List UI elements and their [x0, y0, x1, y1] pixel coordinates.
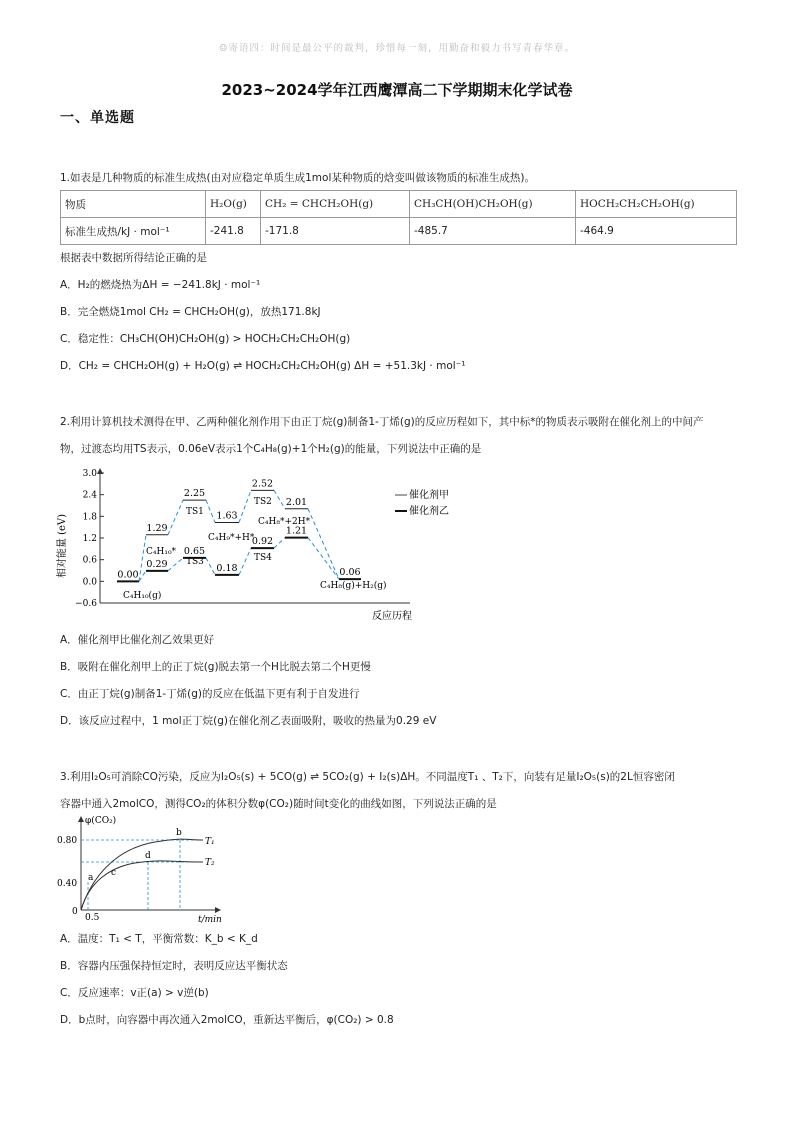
q1-prompt: 根据表中数据所得结论正确的是 — [60, 252, 207, 264]
energy-value-label: 0.65 — [183, 545, 206, 557]
energy-value-label: 0.29 — [146, 558, 168, 570]
q1-option-b: B．完全燃烧1mol CH₂ = CHCH₂OH(g)，放热171.8kJ — [60, 306, 321, 318]
state-label-c4h8g-h2: C₄H₈(g)+H₂(g) — [320, 581, 387, 591]
table-row — [61, 218, 737, 245]
co2-fraction-chart — [55, 812, 235, 926]
table-cell: 标准生成热/kJ · mol⁻¹ — [61, 218, 206, 245]
series-connector — [206, 500, 215, 522]
q2-option-d: D．该反应过程中，1 mol正丁烷(g)在催化剂乙表面吸附，吸收的热量为0.29 eV — [60, 715, 437, 727]
state-label-ts4: TS4 — [254, 553, 272, 563]
q2-option-a: A．催化剂甲比催化剂乙效果更好 — [60, 634, 215, 646]
x-axis-label: 反应历程 — [372, 611, 412, 622]
energy-value-label: 1.29 — [146, 522, 168, 534]
q1-stem: 1.如表是几种物质的标准生成热(由对应稳定单质生成1mol某种物质的焓变叫做该物质的标准生成热)。 — [60, 172, 535, 184]
q3-stem-line2: 容器中通入2molCO，测得CO₂的体积分数φ(CO₂)随时间t变化的曲线如图，下列说法正确的是 — [60, 798, 497, 810]
table-cell: HOCH₂CH₂CH₂OH(g) — [576, 191, 737, 218]
energy-value-label: 0.18 — [216, 562, 238, 574]
q1-option-d: D．CH₂ = CHCH₂OH(g) + H₂O(g) ⇌ HOCH₂CH₂CH₂OH(g) ΔH = +51.3kJ · mol⁻¹ — [60, 360, 466, 372]
q3-option-a: A．温度：T₁ < T，平衡常数：K_b < K_d — [60, 933, 258, 945]
state-label-c4h8-2h: C₄H₈*+2H* — [258, 517, 311, 527]
q3-option-c: C．反应速率：v正(a) > v逆(b) — [60, 987, 209, 999]
y-tick-label: 3.0 — [82, 469, 97, 479]
point-label-a: a — [88, 873, 94, 883]
point-label-d: d — [145, 851, 151, 861]
y-tick-label: 2.4 — [82, 490, 97, 501]
series-connector — [139, 535, 146, 582]
state-label-ts1: TS1 — [186, 507, 204, 517]
state-label-ts2: TS2 — [254, 497, 272, 507]
header-motto: ☺寄语四：时间是最公平的裁判，珍惜每一刻，用勤奋和毅力书写青春华章。 — [218, 43, 576, 54]
point-label-c: c — [111, 868, 117, 878]
series-connector — [239, 548, 251, 575]
series-connector — [168, 500, 183, 535]
page-title: 2023~2024学年江西鹰潭高二下学期期末化学试卷 — [221, 81, 573, 99]
state-label-c4h9-h: C₄H₉*+H* — [208, 533, 255, 543]
table-cell: -241.8 — [206, 218, 261, 245]
energy-value-label: 2.01 — [285, 496, 308, 508]
curve-t1 — [81, 839, 203, 910]
q3-stem-line1: 3.利用I₂O₅可消除CO污染，反应为I₂O₅(s) + 5CO(g) ⇌ 5CO₂(g) + I₂(s)ΔH。不同温度T₁ 、T₂下，向装有足量I₂O₅(s)的2L恒容密闭 — [60, 771, 675, 783]
state-label-ts3: TS3 — [186, 557, 204, 567]
table-cell: -485.7 — [410, 218, 576, 245]
table-cell: CH₃CH(OH)CH₂OH(g) — [410, 191, 576, 218]
q1-table — [60, 190, 737, 245]
series-connector — [239, 490, 251, 522]
point-label-b: b — [176, 828, 182, 838]
q1-option-c: C．稳定性：CH₃CH(OH)CH₂OH(g) > HOCH₂CH₂CH₂OH(g) — [60, 333, 351, 345]
y-tick-label: 1.8 — [82, 512, 97, 523]
state-label-c4h10-ads: C₄H₁₀* — [146, 547, 177, 557]
series-label-t1: T₁ — [205, 837, 215, 847]
x-axis-arrow — [215, 907, 221, 913]
y-tick-label: 1.2 — [82, 534, 97, 544]
y-tick-label: 0.80 — [57, 836, 78, 846]
y-tick-label: 0 — [72, 907, 78, 917]
q3-option-d: D．b点时，向容器中再次通入2molCO，重新达平衡后，φ(CO₂) > 0.8 — [60, 1014, 394, 1026]
x-axis-label: t/min — [198, 915, 222, 925]
x-tick-label: 0.5 — [85, 913, 100, 923]
energy-profile-chart — [55, 462, 485, 624]
table-cell: CH₂ = CHCH₂OH(g) — [261, 191, 410, 218]
q1-option-a: A．H₂的燃烧热为ΔH = −241.8kJ · mol⁻¹ — [60, 279, 261, 291]
legend-label-catalyst-b: 催化剂乙 — [409, 506, 449, 517]
energy-value-label: 0.00 — [117, 569, 139, 581]
energy-value-label: 2.25 — [183, 488, 206, 500]
series-connector — [206, 558, 215, 575]
y-tick-label: 0.6 — [82, 555, 97, 566]
q2-option-c: C．由正丁烷(g)制备1-丁烯(g)的反应在低温下更有利于自发进行 — [60, 688, 360, 700]
y-tick-label: 0.0 — [82, 577, 97, 588]
energy-value-label: 1.21 — [285, 525, 308, 537]
series-connector — [274, 538, 285, 548]
series-connector — [168, 558, 183, 571]
energy-value-label: 2.52 — [251, 478, 274, 490]
section-title: 一、单选题 — [60, 110, 135, 126]
table-cell: -464.9 — [576, 218, 737, 245]
q3-option-b: B．容器内压强保持恒定时，表明反应达平衡状态 — [60, 960, 288, 972]
table-cell: 物质 — [61, 191, 206, 218]
q2-stem-line1: 2.利用计算机技术测得在甲、乙两种催化剂作用下由正丁烷(g)制备1-丁烯(g)的反应历程如下，其中标*的物质表示吸附在催化剂上的中间产 — [60, 416, 704, 428]
y-axis-arrow — [78, 816, 84, 822]
energy-value-label: 1.63 — [216, 510, 238, 522]
y-axis-label: φ(CO₂) — [85, 816, 117, 826]
q2-stem-line2: 物，过渡态均用TS表示，0.06eV表示1个C₄H₈(g)+1个H₂(g)的能量，下列说法中正确的是 — [60, 443, 482, 455]
energy-value-label: 0.92 — [251, 536, 274, 548]
state-label-c4h10g: C₄H₁₀(g) — [123, 591, 162, 601]
y-tick-label: 0.40 — [57, 879, 78, 889]
table-header-row — [61, 191, 737, 218]
q2-option-b: B．吸附在催化剂甲上的正丁烷(g)脱去第一个H比脱去第二个H更慢 — [60, 661, 371, 673]
y-axis-label: 相对能量 (eV) — [57, 513, 68, 579]
legend-label-catalyst-a: 催化剂甲 — [409, 490, 449, 501]
curve-t2 — [81, 861, 203, 910]
y-tick-label: −0.6 — [75, 599, 97, 609]
table-cell: -171.8 — [261, 218, 410, 245]
table-cell: H₂O(g) — [206, 191, 261, 218]
series-connector — [274, 490, 285, 508]
series-label-t2: T₂ — [205, 858, 215, 868]
energy-value-label: 0.06 — [339, 567, 361, 579]
